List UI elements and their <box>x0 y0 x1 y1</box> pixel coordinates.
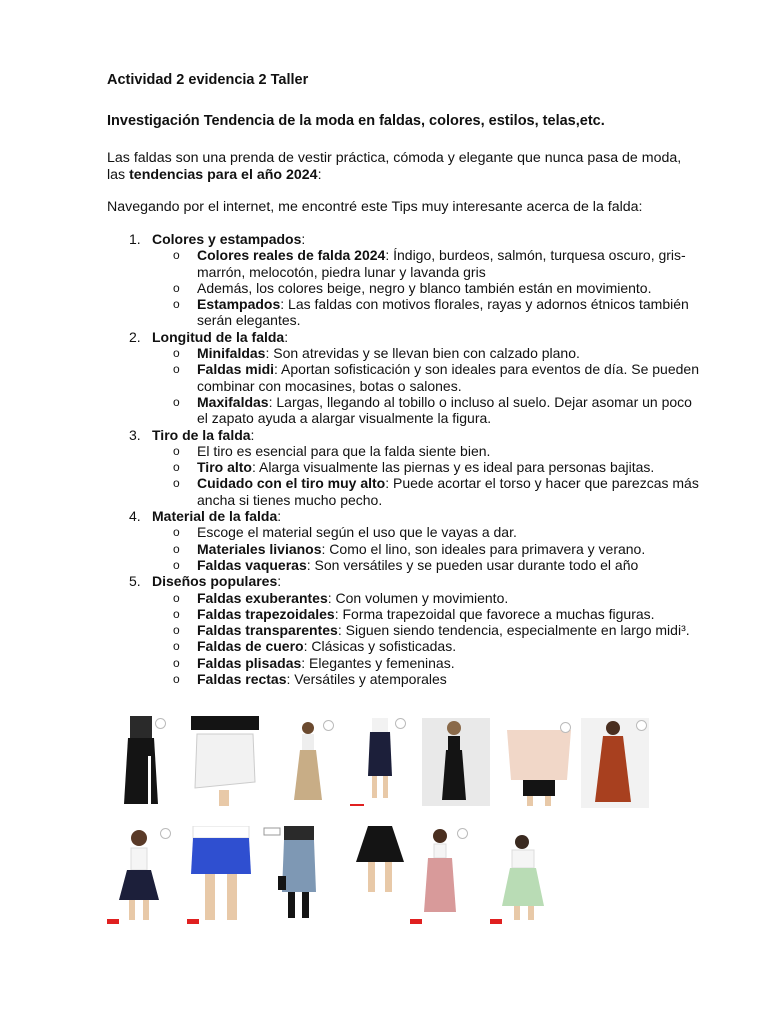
tip-text: : Largas, llegando al tobillo o incluso al suelo. Dejar asomar un poco <box>268 393 692 410</box>
favorite-icon <box>160 828 171 839</box>
skirt-photo-2 <box>191 716 259 806</box>
tip-bold-term: Faldas vaqueras <box>197 556 307 573</box>
tip-text: : Con volumen y movimiento. <box>327 589 509 606</box>
tip-bold-term: Minifaldas <box>197 345 266 362</box>
intro-line-1: Las faldas son una prenda de vestir práctica, cómoda y elegante que nunca pasa de moda, <box>107 150 682 166</box>
tip-bullet-item <box>107 280 707 296</box>
section-title: Tiro de la falda <box>152 426 251 443</box>
tip-text: : Elegantes y femeninas. <box>301 654 455 671</box>
sale-tag <box>187 919 199 924</box>
skirt-photo-4 <box>350 718 410 808</box>
skirt-photo-6 <box>503 720 575 806</box>
tip-text-continued: marrón, melocotón, piedra lunar y lavanda gris <box>197 263 486 280</box>
bullet-icon: o <box>173 362 180 377</box>
tip-bold-term: Faldas rectas <box>197 671 287 688</box>
section-number: 3. <box>129 426 141 443</box>
tip-text-continued: ancha si tienes mucho pecho. <box>197 491 383 508</box>
tip-bold-term: Faldas plisadas <box>197 654 302 671</box>
tip-text: : Como el lino, son ideales para primavera y verano. <box>321 540 646 557</box>
tips-section: 1. Colores y estampados: <box>129 231 306 247</box>
skirt-photo-13 <box>490 832 558 924</box>
tip-bold-term: Estampados <box>197 296 281 313</box>
tip-text: : Clásicas y sofisticadas. <box>303 638 457 655</box>
skirt-photo-11 <box>352 824 408 900</box>
skirt-photo-3 <box>284 720 336 806</box>
sale-tag <box>410 919 422 924</box>
favorite-icon <box>323 720 334 731</box>
section-title: Material de la falda <box>152 508 278 525</box>
section-number: 5. <box>129 573 141 590</box>
tip-bullet-item <box>107 443 707 459</box>
page-subtitle: Investigación Tendencia de la moda en faldas, colores, estilos, telas,etc. <box>107 113 605 129</box>
skirt-photo-1 <box>118 716 166 806</box>
tip-bold-term: Faldas transparentes <box>197 622 338 639</box>
favorite-icon <box>395 718 406 729</box>
browse-paragraph: Navegando por el internet, me encontré este Tips muy interesante acerca de la falda: <box>107 199 643 215</box>
tip-text: : Forma trapezoidal que favorece a muchas figuras. <box>334 605 655 622</box>
skirt-photo-7 <box>581 718 649 808</box>
tip-bullet-item <box>107 557 707 573</box>
section-title: Diseños populares <box>152 573 278 590</box>
intro-paragraph <box>107 150 707 184</box>
tip-text: : Versátiles y atemporales <box>286 671 447 688</box>
bullet-icon: o <box>173 476 180 491</box>
tip-bold-term: Materiales livianos <box>197 540 322 557</box>
tip-bullet-item <box>107 361 707 394</box>
bullet-icon: o <box>173 557 180 572</box>
tip-text: Además, los colores beige, negro y blanco también están en movimiento. <box>197 279 652 296</box>
bullet-icon: o <box>173 297 180 312</box>
tip-text: : Son versátiles y se pueden usar durante todo el año <box>306 556 639 573</box>
tip-bold-term: Maxifaldas <box>197 393 269 410</box>
tip-text: : Alarga visualmente las piernas y es ideal para personas bajitas. <box>251 459 655 476</box>
tip-bullet-item <box>107 590 707 606</box>
tip-bold-term: Faldas exuberantes <box>197 589 328 606</box>
tip-bullet-item <box>107 638 707 654</box>
tip-bullet-item <box>107 459 707 475</box>
bullet-icon: o <box>173 590 180 605</box>
tips-section: 5. Diseños populares: <box>129 573 282 590</box>
tip-bullet-item <box>107 394 707 427</box>
bullet-icon: o <box>173 525 180 540</box>
tips-section: 4. Material de la falda: <box>129 508 282 525</box>
tip-text: El tiro es esencial para que la falda siente bien. <box>197 442 491 459</box>
tip-bullet-item <box>107 671 707 687</box>
tip-bullet-item <box>107 622 707 638</box>
skirt-photo-12 <box>410 826 470 924</box>
favorite-icon <box>560 722 571 733</box>
skirt-photo-10 <box>262 826 324 924</box>
tip-bullet-item <box>107 247 707 280</box>
favorite-icon <box>155 718 166 729</box>
bullet-icon: o <box>173 639 180 654</box>
skirt-photo-8 <box>107 826 173 924</box>
bullet-icon: o <box>173 346 180 361</box>
tip-text: : Puede acortar el torso y hacer que parezcas más <box>385 475 699 492</box>
tip-bullet-item <box>107 345 707 361</box>
tip-text: : Son atrevidas y se llevan bien con calzado plano. <box>265 345 580 362</box>
tip-text: : Siguen siendo tendencia, especialmente en largo midi³. <box>337 622 690 639</box>
tips-section: 2. Longitud de la falda: <box>129 328 289 345</box>
tip-bold-term: Cuidado con el tiro muy alto <box>197 475 386 492</box>
tip-text-continued: combinar con mocasines, botas o salones. <box>197 377 462 394</box>
bullet-icon: o <box>173 541 180 556</box>
page-title: Actividad 2 evidencia 2 Taller <box>107 72 309 88</box>
tip-bullet-item <box>107 541 707 557</box>
bullet-icon: o <box>173 248 180 263</box>
section-number: 4. <box>129 508 141 525</box>
tips-list <box>107 231 707 687</box>
tip-bold-term: Faldas de cuero <box>197 638 304 655</box>
bullet-icon: o <box>173 460 180 475</box>
tip-bold-term: Colores reales de falda 2024 <box>197 247 386 264</box>
intro-bold-text: tendencias para el año 2024 <box>129 167 318 183</box>
tip-bold-term: Faldas trapezoidales <box>197 605 335 622</box>
favorite-icon <box>636 720 647 731</box>
favorite-icon <box>457 828 468 839</box>
tip-text: : Las faldas con motivos florales, rayas y adornos étnicos también <box>280 296 689 313</box>
section-number: 2. <box>129 328 141 345</box>
tip-bullet-item <box>107 606 707 622</box>
section-title: Colores y estampados <box>152 231 302 247</box>
tip-bullet-item <box>107 296 707 329</box>
skirt-photo-5 <box>422 718 490 806</box>
skirt-photo-9 <box>187 826 255 924</box>
tip-bold-term: Faldas midi <box>197 361 275 378</box>
bullet-icon: o <box>173 655 180 670</box>
intro-line-2: las tendencias para el año 2024: <box>107 167 322 183</box>
tip-text-continued: el zapato ayuda a alargar visualmente la figura. <box>197 410 492 427</box>
tip-text-continued: serán elegantes. <box>197 312 301 329</box>
bullet-icon: o <box>173 280 180 295</box>
bullet-icon: o <box>173 394 180 409</box>
sale-tag <box>107 919 119 924</box>
bullet-icon: o <box>173 606 180 621</box>
bullet-icon: o <box>173 672 180 687</box>
tip-bullet-item <box>107 475 707 508</box>
sale-tag <box>490 919 502 924</box>
tip-bullet-item <box>107 524 707 540</box>
bullet-icon: o <box>173 443 180 458</box>
tip-text: : Aportan sofisticación y son ideales para eventos de día. Se pueden <box>274 361 699 378</box>
bullet-icon: o <box>173 623 180 638</box>
tips-section: 3. Tiro de la falda: <box>129 426 255 443</box>
tip-bullet-item <box>107 655 707 671</box>
tip-bold-term: Tiro alto <box>197 459 252 476</box>
tip-text: : Índigo, burdeos, salmón, turquesa oscuro, gris- <box>385 247 686 264</box>
tip-text: Escoge el material según el uso que le vayas a dar. <box>197 524 517 541</box>
section-number: 1. <box>129 231 141 247</box>
section-title: Longitud de la falda <box>152 328 285 345</box>
